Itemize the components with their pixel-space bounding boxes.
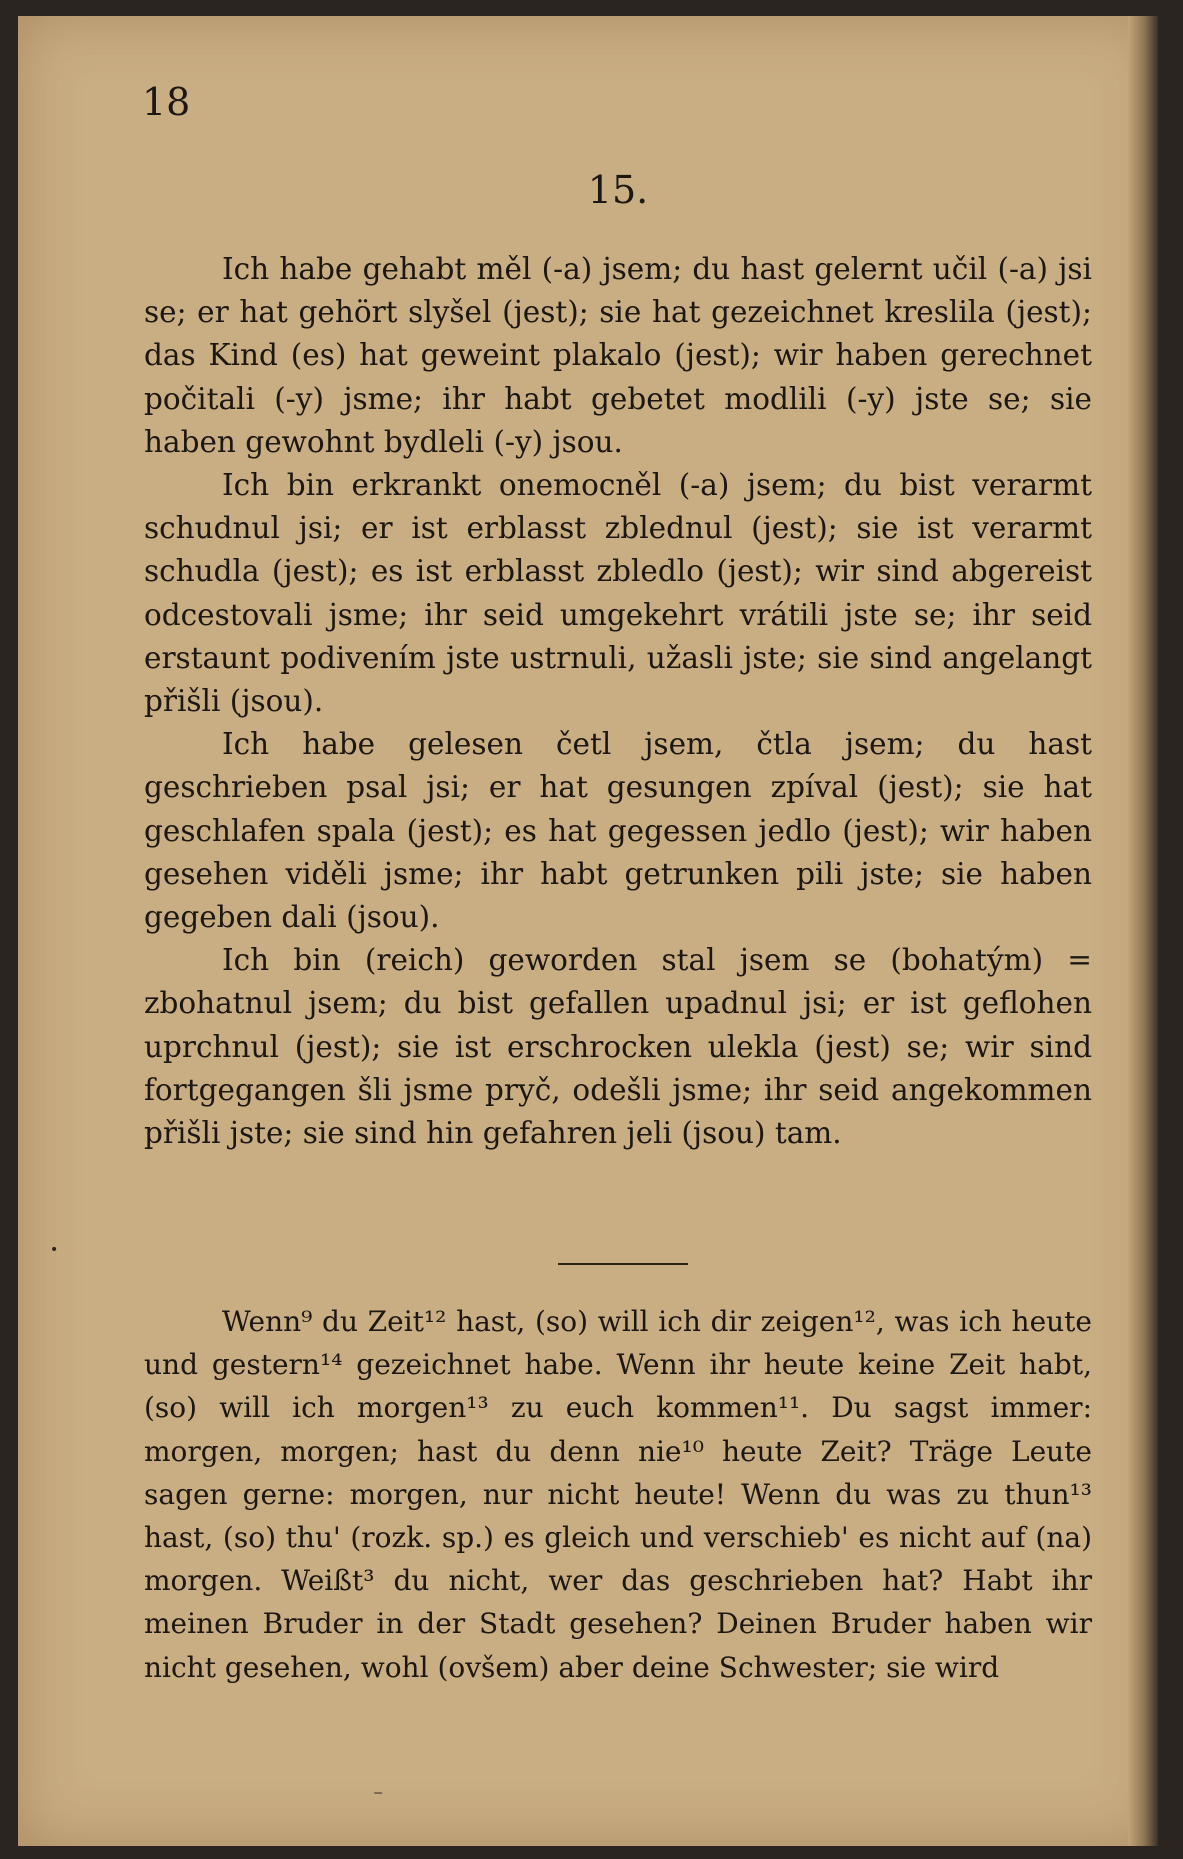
paragraph-sein: Ich bin erkrankt onemocněl (-a) jsem; du bist verarmt schudnul jsi; er ist erblasst zblednul (jest); sie ist verarmt schudla (jest); es ist erblasst zbledlo (jest); wir sind abgereist odcestovali jsme; ihr seid umgekehrt vrátili jste se; ihr seid erstaunt podivením jste ustrnuli, užasli jste; sie sind angelangt přišli (jsou). xyxy=(144,468,1092,719)
margin-dot-mark: • xyxy=(50,1242,59,1258)
exercise-text xyxy=(144,1300,1092,1689)
book-spine-shadow xyxy=(1128,16,1158,1846)
section-text xyxy=(144,248,1092,1155)
section-divider xyxy=(558,1263,688,1265)
page-number: 18 xyxy=(142,80,191,124)
book-page xyxy=(18,16,1158,1846)
exercise-paragraph: Wenn⁹ du Zeit¹² hast, (so) will ich dir zeigen¹², was ich heute und gestern¹⁴ gezeichnet habe. Wenn ihr heute keine Zeit habt, (so) will ich morgen¹³ zu euch kommen¹¹. Du sagst immer: morgen, morgen; hast du denn nie¹⁰ heute Zeit? Träge Leute sagen gerne: morgen, nur nicht heute! Wenn du was zu thun¹³ hast, (so) thu' (rozk. sp.) es gleich und verschieb' es nicht auf (na) morgen. Weißt³ du nicht, wer das geschrieben hat? Habt ihr meinen Bruder in der Stadt gesehen? Deinen Bruder haben wir nicht gesehen, wohl (ovšem) aber deine Schwester; sie wird xyxy=(144,1305,1092,1684)
paragraph-haben: Ich habe gehabt měl (-a) jsem; du hast gelernt učil (-a) jsi se; er hat gehört slyšel (jest); sie hat gezeichnet kreslila (jest); das Kind (es) hat geweint plakalo (jest); wir haben gerechnet počitali (-y) jsme; ihr habt gebetet modlili (-y) jste se; sie haben gewohnt bydleli (-y) jsou. xyxy=(144,252,1092,459)
section-number: 15. xyxy=(587,168,649,212)
ink-speck-mark: ⁻ xyxy=(373,1784,384,1808)
paragraph-strong-sein: Ich bin (reich) geworden stal jsem se (bohatým) = zbohatnul jsem; du bist gefallen upadnul jsi; er ist geflohen uprchnul (jest); sie ist erschrocken ulekla (jest) se; wir sind fortgegangen šli jsme pryč, odešli jsme; ihr seid angekommen přišli jste; sie sind hin gefahren jeli (jsou) tam. xyxy=(144,943,1092,1151)
paragraph-strong-haben: Ich habe gelesen četl jsem, čtla jsem; du hast geschrieben psal jsi; er hat gesungen zpíval (jest); sie hat geschlafen spala (jest); es hat gegessen jedlo (jest); wir haben gesehen viděli jsme; ihr habt getrunken pili jste; sie haben gegeben dali (jsou). xyxy=(144,727,1092,935)
